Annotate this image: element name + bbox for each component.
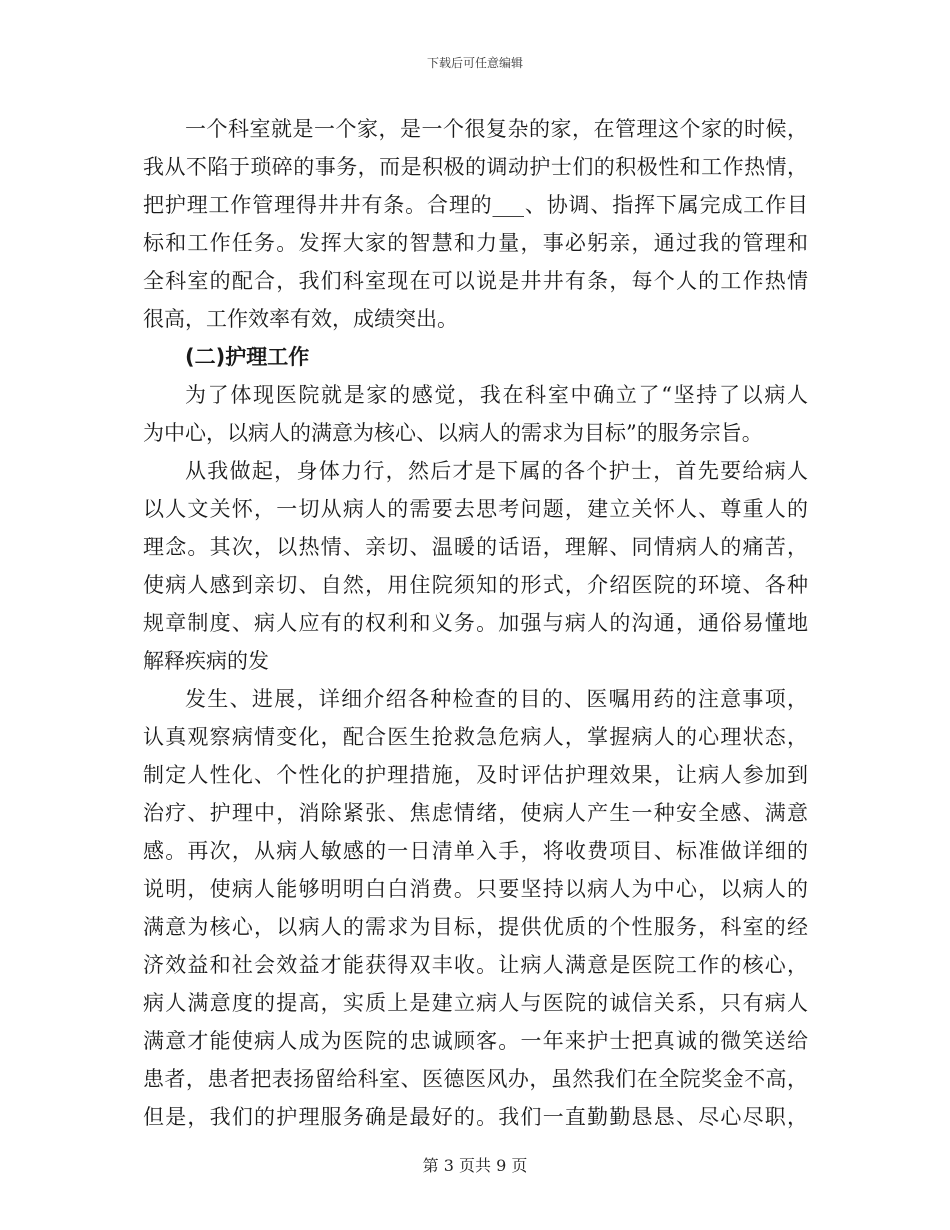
text-line: 理念。其次，以热情、亲切、温暖的话语，理解、同情病人的痛苦， [143,535,808,559]
text-line: 全科室的配合，我们科室现在可以说是井井有条，每个人的工作热情 [143,269,808,293]
text-line: 为中心，以病人的满意为核心、以病人的需求为目标”的服务宗旨。 [143,421,763,445]
document-body [143,110,808,1136]
text-line: 为了体现医院就是家的感觉，我在科室中确立了“坚持了以病人 [185,383,808,407]
text-line: 认真观察病情变化，配合医生抢救急危病人，掌握病人的心理状态， [143,725,808,749]
text-line: 一个科室就是一个家，是一个很复杂的家，在管理这个家的时候， [185,117,808,141]
page-number-footer: 第 3 页共 9 页 [422,1156,528,1175]
text-line: 标和工作任务。发挥大家的智慧和力量，事必躬亲，通过我的管理和 [143,231,808,255]
text-line: 感。再次，从病人敏感的一日清单入手，将收费项目、标准做详细的 [143,839,808,863]
section-heading: (二)护理工作 [185,345,310,369]
text-line: 很高，工作效率有效，成绩突出。 [143,307,458,331]
text-line: 满意才能使病人成为医院的忠诚顾客。一年来护士把真诚的微笑送给 [143,1029,808,1053]
text-line: 病人满意度的提高，实质上是建立病人与医院的诚信关系，只有病人 [143,991,808,1015]
text-line: 以人文关怀，一切从病人的需要去思考问题，建立关怀人、尊重人的 [143,497,808,521]
text-line: 济效益和社会效益才能获得双丰收。让病人满意是医院工作的核心， [143,953,808,977]
paragraph-3 [143,452,808,680]
text-line: 我从不陷于琐碎的事务，而是积极的调动护士们的积极性和工作热情， [143,155,808,179]
paragraph-4 [143,680,808,1136]
text-line: 发生、进展，详细介绍各种检查的目的、医嘱用药的注意事项， [185,687,808,711]
paragraph-2 [143,376,808,452]
paragraph-1 [143,110,808,338]
text-line: 患者，患者把表扬留给科室、医德医风办，虽然我们在全院奖金不高， [143,1067,808,1091]
text-line: 说明，使病人能够明明白白消费。只要坚持以病人为中心，以病人的 [143,877,808,901]
text-line: 满意为核心，以病人的需求为目标，提供优质的个性服务，科室的经 [143,915,808,939]
text-line: 使病人感到亲切、自然，用住院须知的形式，介绍医院的环境、各种 [143,573,808,597]
text-line: 制定人性化、个性化的护理措施，及时评估护理效果，让病人参加到 [143,763,808,787]
text-line: 规章制度、病人应有的权利和义务。加强与病人的沟通，通俗易懂地 [143,611,808,635]
text-line: 解释疾病的发 [143,649,269,673]
text-line: 但是，我们的护理服务确是最好的。我们一直勤勤恳恳、尽心尽职， [143,1105,808,1129]
text-line: 从我做起，身体力行，然后才是下属的各个护士，首先要给病人 [185,459,808,483]
text-line: 治疗、护理中，消除紧张、焦虑情绪，使病人产生一种安全感、满意 [143,801,808,825]
text-line: 把护理工作管理得井井有条。合理的___、协调、指挥下属完成工作目 [143,193,808,217]
page-header-note: 下载后可任意编辑 [426,56,523,70]
